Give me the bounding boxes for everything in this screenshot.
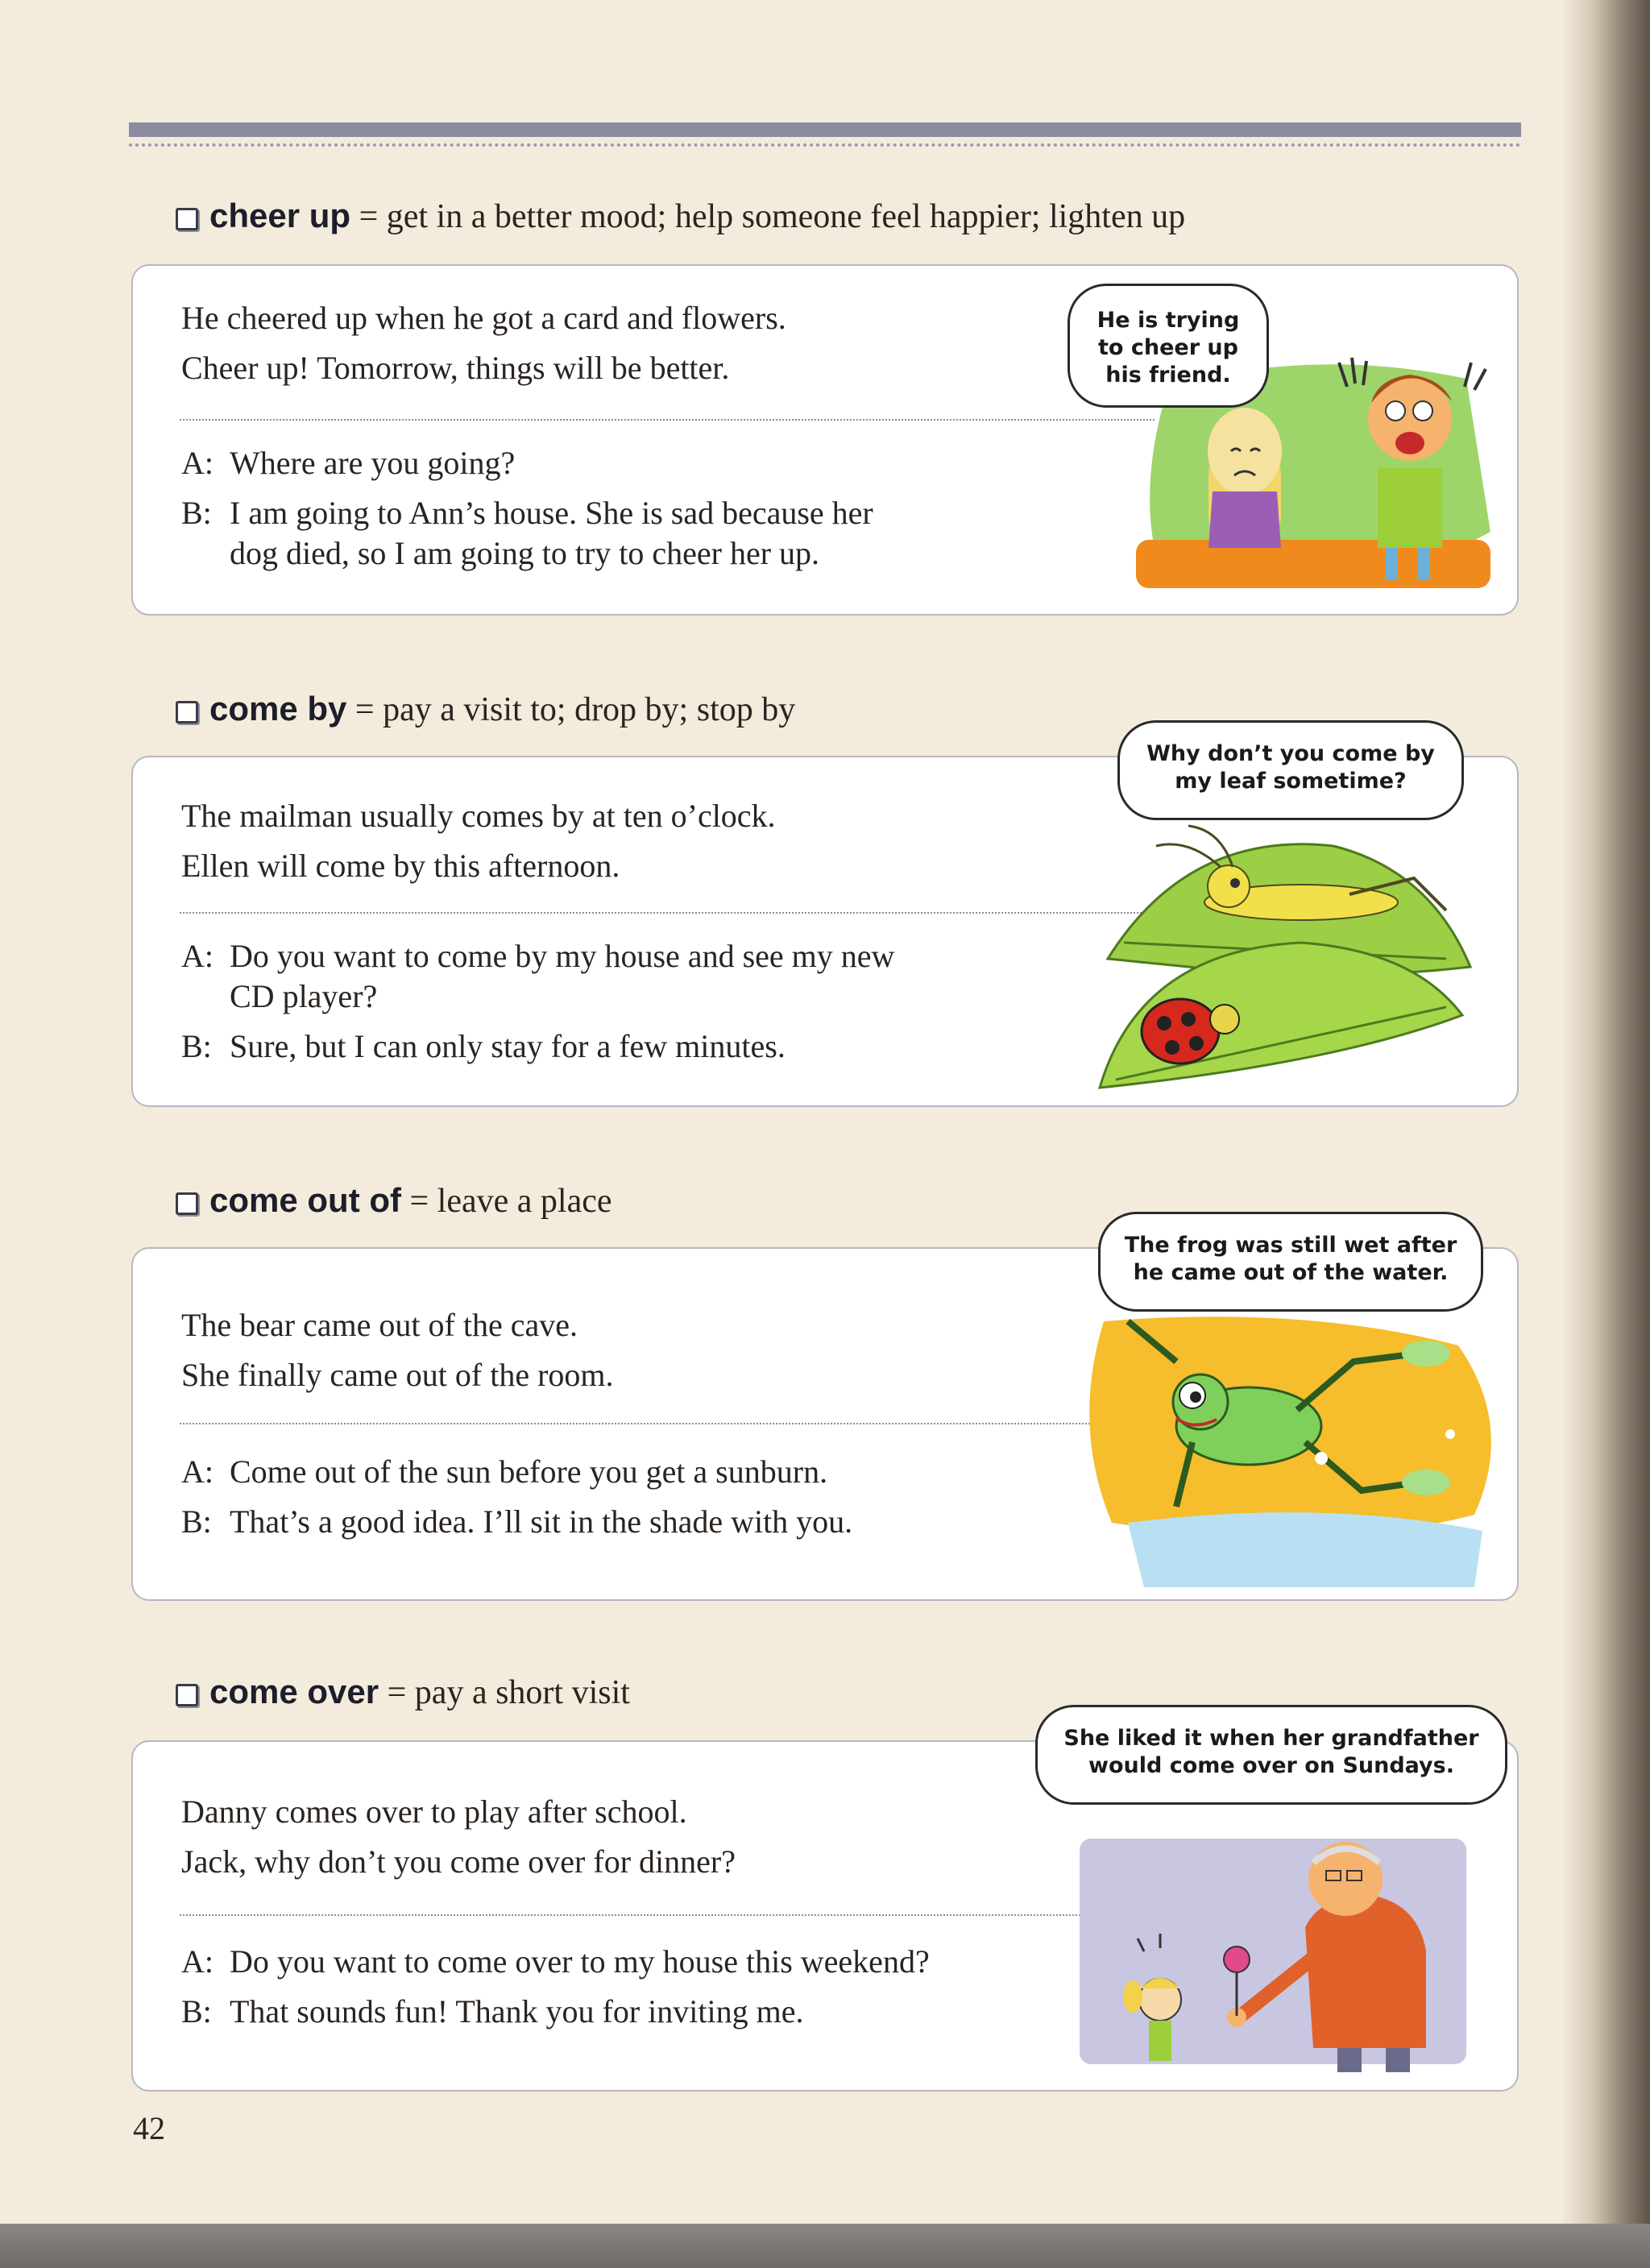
- caption-line: to cheer up: [1098, 335, 1238, 360]
- entry-definition: = get in a better mood; help someone feel happier; lighten up: [350, 198, 1186, 235]
- checkbox-icon[interactable]: [176, 1192, 198, 1215]
- entry-definition: = pay a visit to; drop by; stop by: [346, 691, 796, 728]
- speaker-label: A:: [181, 1943, 214, 1980]
- caption-line: his friend.: [1105, 363, 1231, 388]
- entry-heading: [176, 1673, 630, 1712]
- header-rule: [129, 122, 1521, 137]
- example-sentence: Jack, why don’t you come over for dinner?: [181, 1843, 736, 1880]
- checkbox-icon[interactable]: [176, 701, 198, 724]
- example-sentence: Cheer up! Tomorrow, things will be better.: [181, 350, 730, 386]
- dialogue-line: That’s a good idea. I’ll sit in the shade with you.: [230, 1503, 853, 1540]
- caption-line: She liked it when her grandfather: [1063, 1726, 1479, 1751]
- dotted-separator: [180, 419, 1155, 421]
- page-gutter-shadow: [1561, 0, 1650, 2268]
- entry-term: come out of: [209, 1181, 401, 1219]
- caption-line: would come over on Sundays.: [1088, 1753, 1454, 1778]
- dotted-separator: [180, 1914, 1155, 1916]
- example-sentence: The mailman usually comes by at ten o’clock.: [181, 798, 776, 834]
- dialogue-line: Sure, but I can only stay for a few minutes.: [230, 1028, 786, 1064]
- speaker-label: A:: [181, 1453, 214, 1490]
- entry-definition: = pay a short visit: [379, 1674, 630, 1711]
- speaker-label: B:: [181, 1028, 212, 1064]
- dialogue: [181, 1452, 852, 1552]
- dotted-separator: [180, 1423, 1155, 1424]
- entry-card: [131, 1726, 1519, 2092]
- page-number: 42: [133, 2110, 165, 2146]
- dialogue-line: Come out of the sun before you get a sunburn.: [230, 1453, 828, 1490]
- dotted-separator: [180, 912, 1155, 914]
- entry-heading: [176, 197, 1185, 236]
- example-sentence: The bear came out of the cave.: [181, 1307, 578, 1343]
- caption-line: my leaf sometime?: [1175, 769, 1407, 794]
- example-sentence: He cheered up when he got a card and flowers.: [181, 300, 786, 336]
- entry-definition: = leave a place: [401, 1183, 612, 1220]
- dialogue-line: dog died, so I am going to try to cheer her up.: [230, 535, 820, 571]
- entry-card: [131, 1233, 1519, 1601]
- dialogue: [181, 443, 873, 583]
- entry-term: come by: [209, 690, 347, 728]
- caption-bubble: [1068, 284, 1269, 408]
- speaker-label: B:: [181, 1993, 212, 2030]
- example-sentence: She finally came out of the room.: [181, 1357, 614, 1393]
- example-sentence: Ellen will come by this afternoon.: [181, 848, 620, 884]
- dialogue: [181, 936, 894, 1076]
- caption-bubble: [1117, 720, 1464, 820]
- caption-line: The frog was still wet after: [1124, 1233, 1457, 1258]
- caption-line: He is trying: [1097, 308, 1240, 333]
- checkbox-icon[interactable]: [176, 208, 198, 230]
- come-by-illustration: [1092, 822, 1478, 1096]
- entry-card: [131, 741, 1519, 1107]
- caption-bubble: [1098, 1212, 1483, 1312]
- dialogue: [181, 1942, 930, 2042]
- come-out-of-illustration: [1080, 1313, 1507, 1587]
- entry-heading: [176, 690, 795, 729]
- caption-line: Why don’t you come by: [1146, 741, 1435, 766]
- checkbox-icon[interactable]: [176, 1684, 198, 1706]
- dialogue-line: CD player?: [230, 978, 378, 1014]
- entry-term: cheer up: [209, 197, 351, 234]
- come-over-illustration: [1080, 1831, 1482, 2072]
- dialogue-line: That sounds fun! Thank you for inviting me.: [230, 1993, 804, 2030]
- header-dotted-rule: [129, 143, 1521, 147]
- speaker-label: B:: [181, 1503, 212, 1540]
- speaker-label: A:: [181, 938, 214, 974]
- speaker-label: A:: [181, 445, 214, 481]
- caption-bubble: [1035, 1705, 1507, 1805]
- speaker-label: B:: [181, 495, 212, 531]
- example-sentence: Danny comes over to play after school.: [181, 1793, 687, 1830]
- dialogue-line: I am going to Ann’s house. She is sad because her: [230, 495, 873, 531]
- caption-line: he came out of the water.: [1133, 1260, 1449, 1285]
- entry-heading: [176, 1181, 612, 1221]
- entry-term: come over: [209, 1673, 379, 1710]
- entry-card: [131, 264, 1519, 616]
- scan-bottom-band: [0, 2224, 1650, 2268]
- dialogue-line: Do you want to come over to my house this weekend?: [230, 1943, 930, 1980]
- dialogue-line: Do you want to come by my house and see my new: [230, 938, 895, 974]
- dialogue-line: Where are you going?: [230, 445, 516, 481]
